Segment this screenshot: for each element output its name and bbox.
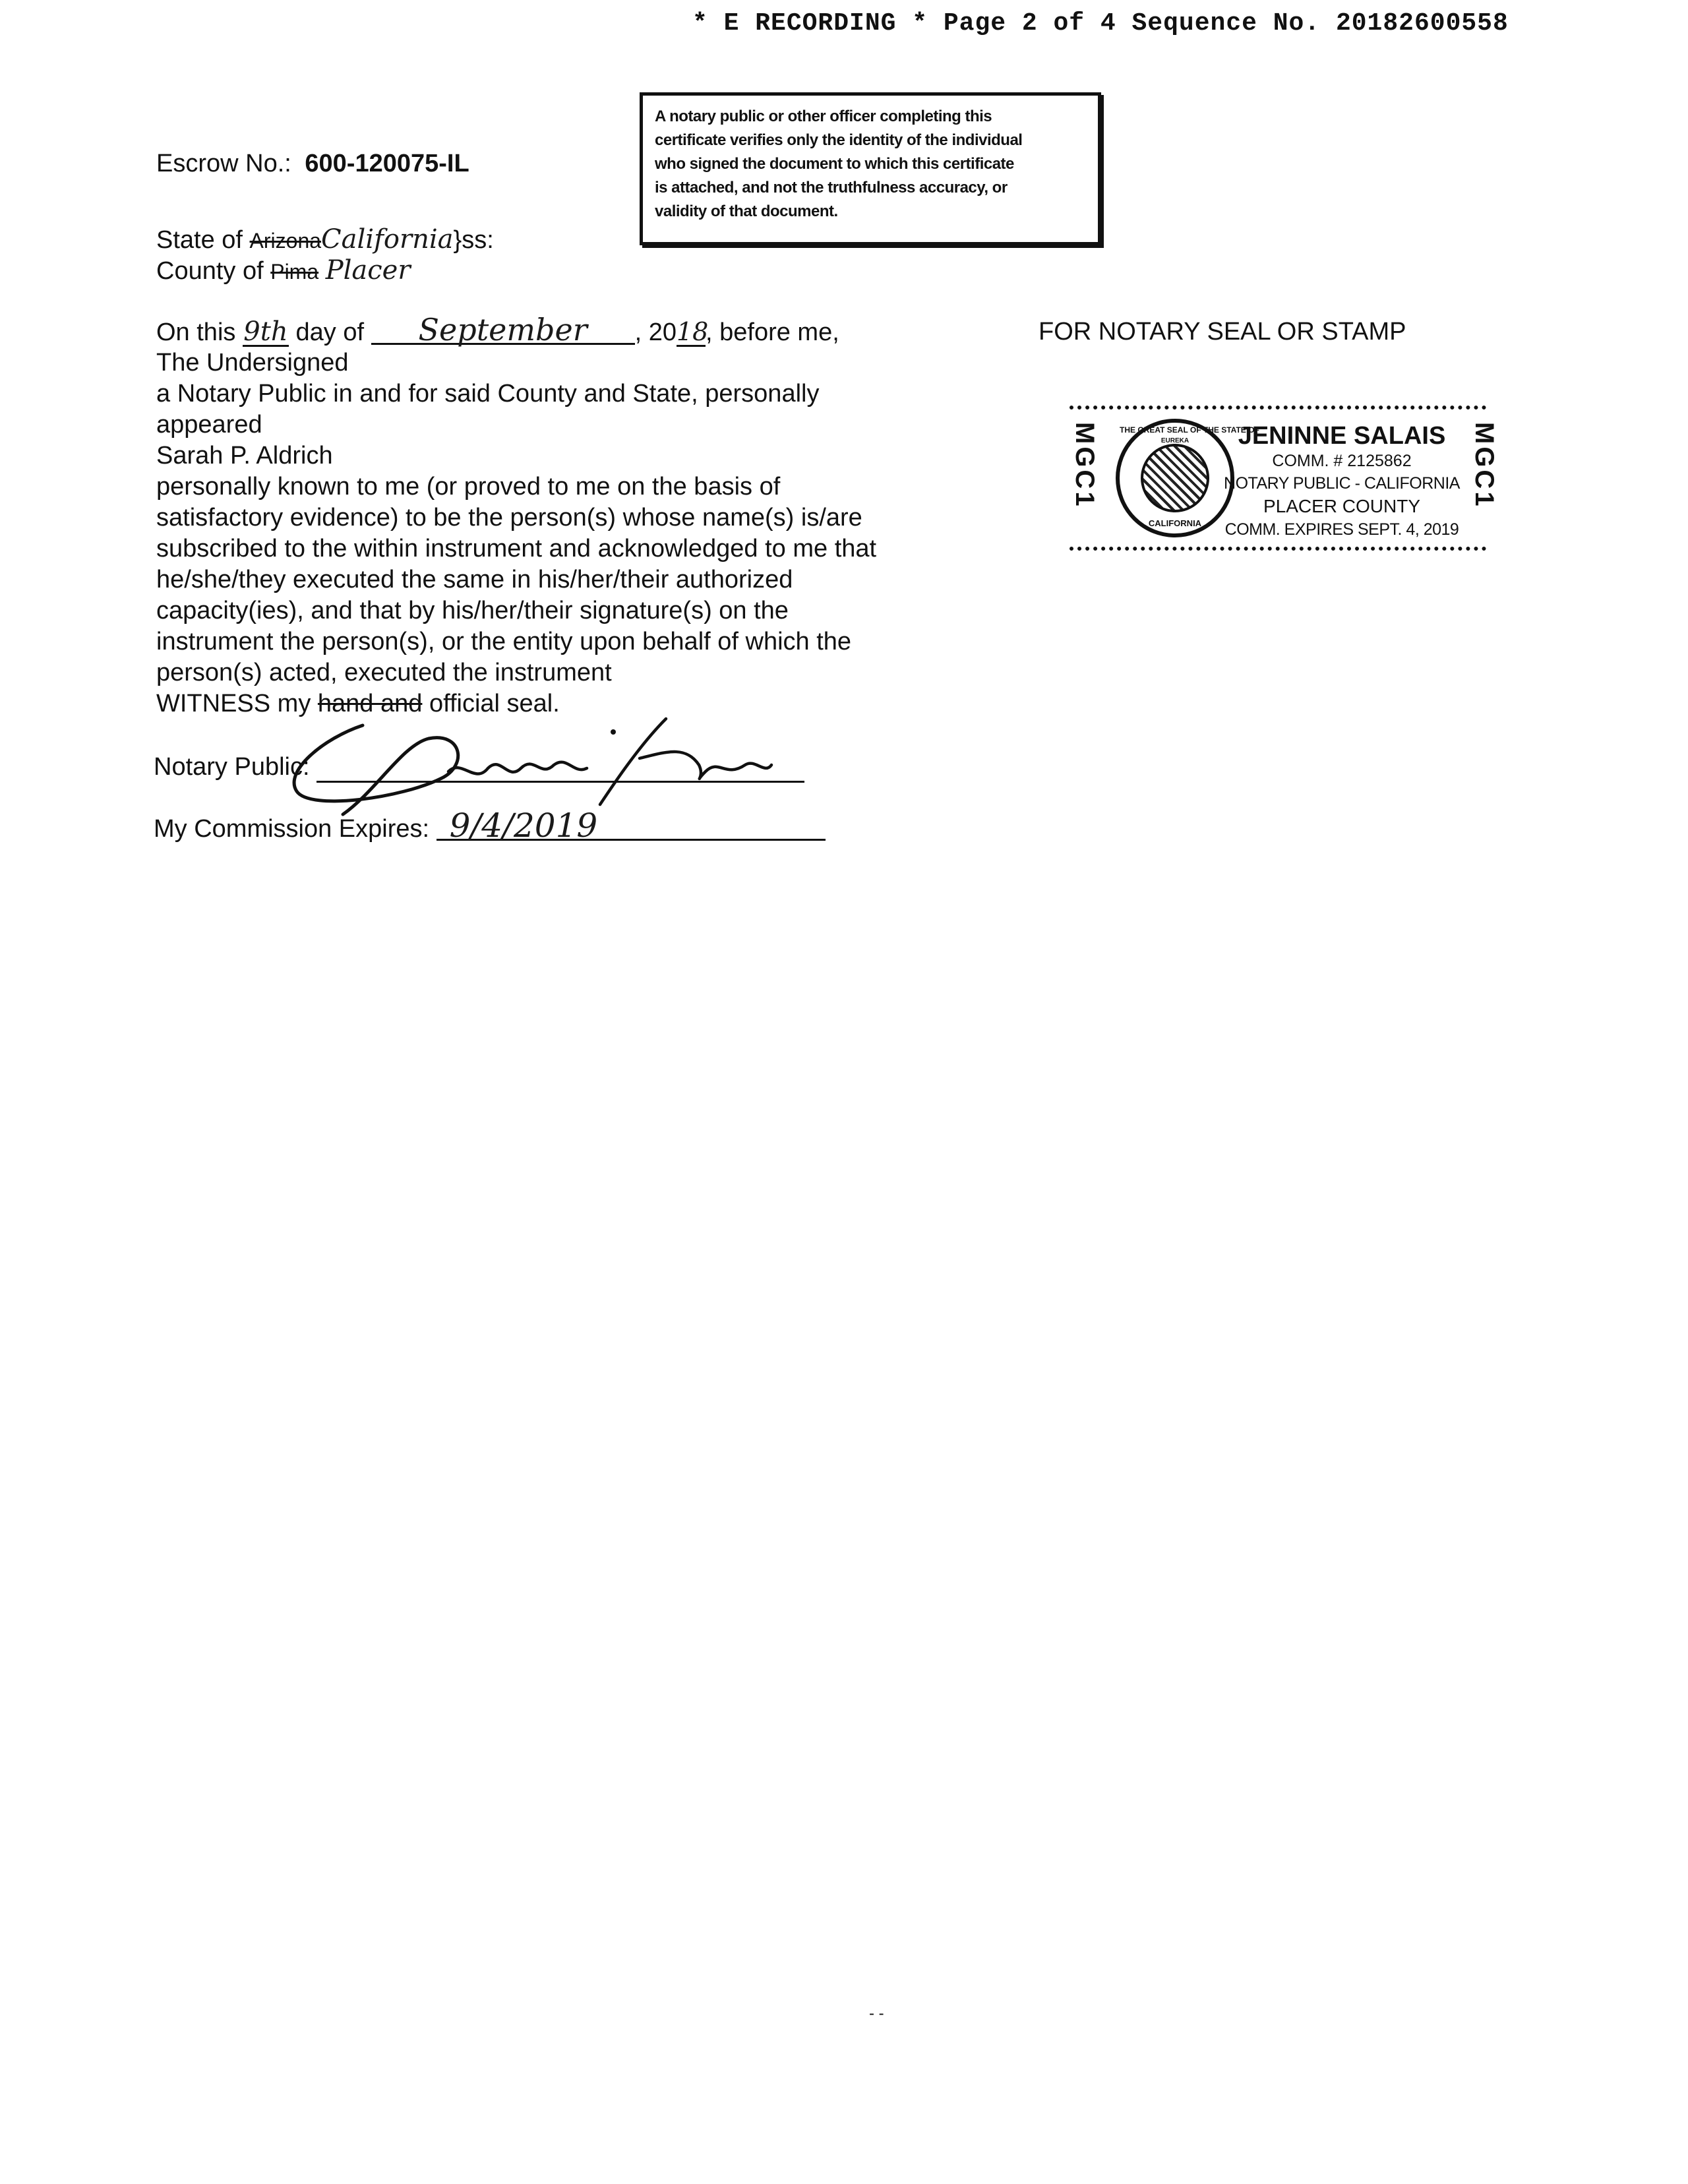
ss-mark: }ss: — [453, 226, 494, 254]
on-this-label: On this — [156, 318, 236, 346]
state-struck: Arizona — [249, 229, 322, 253]
state-handwritten: California — [321, 224, 454, 255]
ack-line: capacity(ies), and that by his/her/their signature(s) on the — [156, 597, 789, 624]
stamp-comm-number: COMM. # 2125862 — [1272, 452, 1412, 470]
seal-top-text: THE GREAT SEAL OF THE STATE OF — [1120, 425, 1259, 435]
year-handwritten: 18 — [677, 317, 709, 346]
disclaimer-line: who signed the document to which this certificate — [655, 155, 1014, 173]
stamp-side-code-right: MGC1 — [1470, 422, 1499, 509]
stamp-side-code-left: MGC1 — [1070, 422, 1099, 509]
recording-header: * E RECORDING * Page 2 of 4 Sequence No. 20182600558 — [692, 9, 1509, 38]
disclaimer-line: is attached, and not the truthfulness accuracy, or — [655, 179, 1008, 197]
escrow-number: 600-120075-IL — [305, 150, 469, 177]
stamp-notary-name: JENINNE SALAIS — [1238, 422, 1446, 450]
seal-center-icon — [1141, 444, 1209, 512]
ack-line: appeared — [156, 411, 262, 439]
disclaimer-line: A notary public or other officer completing this — [655, 107, 992, 125]
seal-bottom-text: CALIFORNIA — [1148, 518, 1202, 528]
stamp-county: PLACER COUNTY — [1263, 496, 1421, 516]
signer-name: Sarah P. Aldrich — [156, 442, 333, 470]
county-label: County of — [156, 257, 264, 285]
ack-line: person(s) acted, executed the instrument — [156, 659, 612, 686]
ack-line: satisfactory evidence) to be the person(s) whose name(s) is/are — [156, 504, 862, 531]
county-struck: Pima — [270, 260, 319, 284]
month-handwritten: September — [371, 317, 635, 345]
date-line — [156, 312, 839, 348]
before-me-label: , before me, — [706, 318, 839, 346]
stamp-title: NOTARY PUBLIC - CALIFORNIA — [1224, 474, 1460, 493]
disclaimer-line: validity of that document. — [655, 202, 838, 220]
commission-handwritten: 9/4/2019 — [437, 812, 826, 841]
state-line — [156, 224, 494, 257]
stamp-text-block — [1210, 422, 1474, 541]
escrow-label: Escrow No.: — [156, 150, 291, 177]
county-handwritten: Placer — [325, 255, 411, 286]
officer-name: The Undersigned — [156, 349, 349, 377]
ack-line: he/she/they executed the same in his/her/their authorized — [156, 566, 793, 593]
seal-motto: EUREKA — [1160, 437, 1190, 444]
escrow-line — [156, 148, 469, 179]
ack-line: a Notary Public in and for said County and State, personally — [156, 380, 820, 408]
notary-public-label: Notary Public: — [154, 753, 310, 781]
acknowledgment-body — [156, 348, 876, 719]
ack-line: subscribed to the within instrument and acknowledged to me that — [156, 535, 877, 562]
ack-line: instrument the person(s), or the entity upon behalf of which the — [156, 628, 852, 655]
commission-label: My Commission Expires: — [154, 815, 430, 843]
county-line — [156, 255, 410, 288]
ack-line: personally known to me (or proved to me on the basis of — [156, 473, 781, 501]
disclaimer-line: certificate verifies only the identity of the individual — [655, 131, 1023, 149]
notary-disclaimer-box — [640, 92, 1101, 245]
witness-suffix: official seal. — [429, 690, 560, 717]
year-prefix: , 20 — [634, 318, 677, 346]
commission-line — [154, 806, 826, 845]
seal-area-heading: FOR NOTARY SEAL OR STAMP — [1039, 318, 1406, 346]
day-handwritten: 9th — [243, 317, 288, 347]
witness-prefix: WITNESS my — [156, 690, 311, 717]
state-label: State of — [156, 226, 243, 254]
day-of-label: day of — [295, 318, 365, 346]
stamp-expires: COMM. EXPIRES SEPT. 4, 2019 — [1224, 520, 1459, 539]
footer-marks: - - — [869, 2005, 884, 2022]
notary-signature — [244, 699, 837, 818]
witness-struck: hand and — [317, 690, 423, 717]
